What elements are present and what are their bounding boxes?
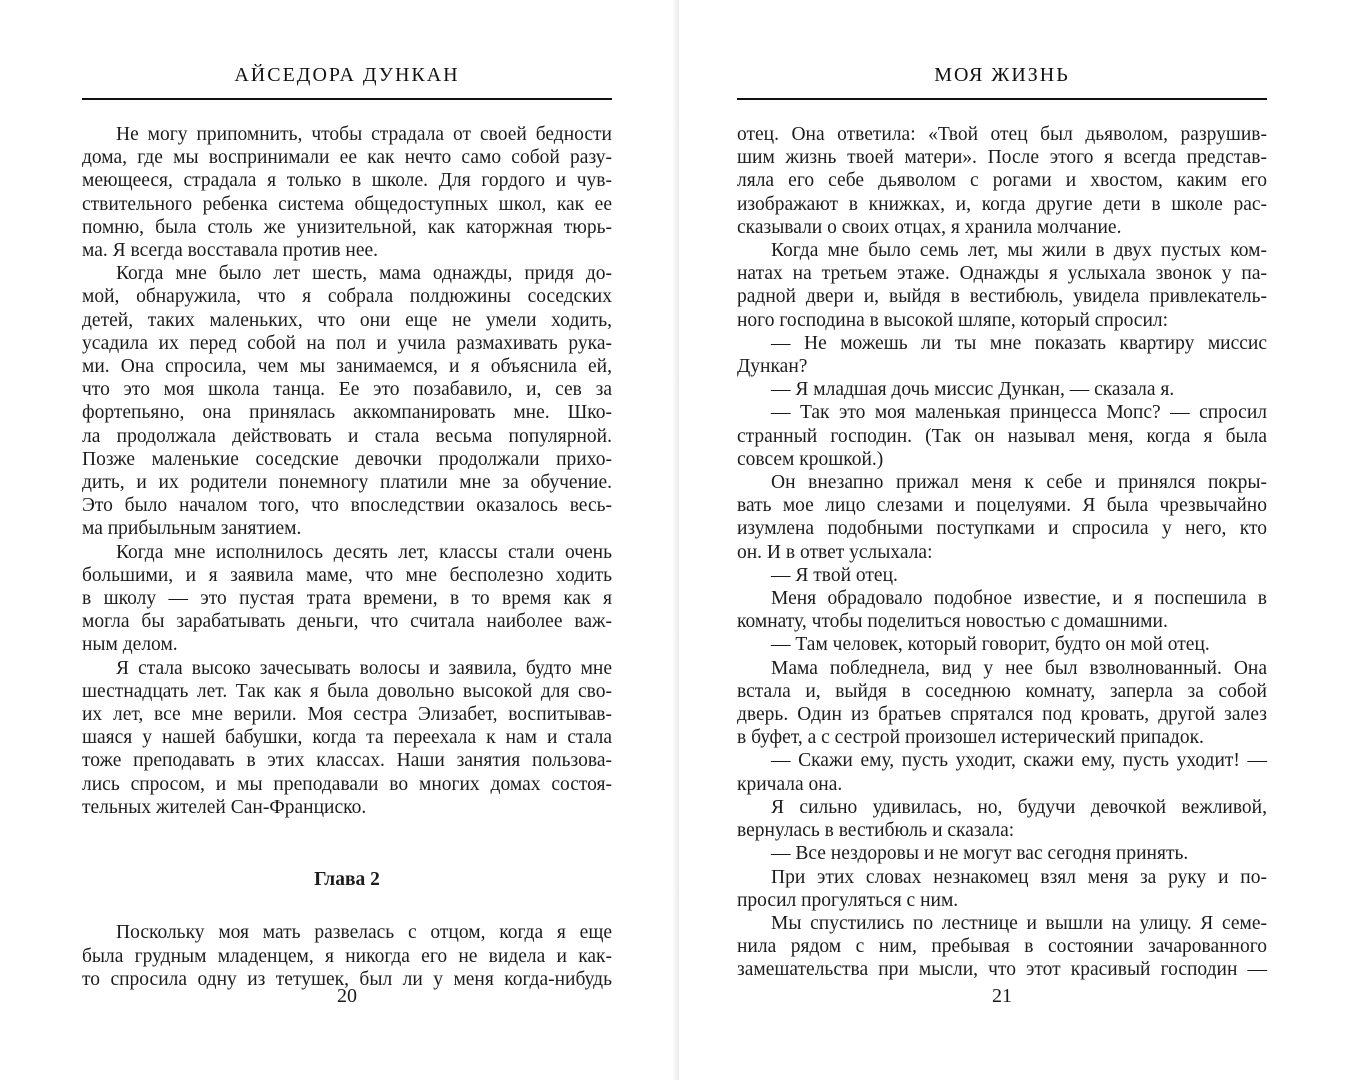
text-line: тоже преподавать в этих классах. Наши занятия пользова- — [82, 750, 612, 772]
text-line: кричала она. — [737, 773, 843, 795]
text-line: что это моя школа танца. Ее это позабавило, и, сев за — [82, 379, 612, 401]
text-line: просил прогуляться с ним. — [737, 889, 959, 911]
text-line: он. И в ответ услыхала: — [737, 541, 933, 563]
left-page — [0, 0, 679, 1080]
text-line: ным делом. — [82, 634, 178, 656]
text-line: мой, обнаружила, что я собрала полдюжины соседских — [82, 286, 612, 308]
page-number: 21 — [992, 985, 1012, 1007]
running-head-author: АЙСЕДОРА ДУНКАН — [234, 64, 460, 86]
body-text — [737, 123, 1267, 982]
text-line: дить, и их родители понемногу платили мне за обучение. — [82, 472, 612, 494]
text-line: Меня обрадовало подобное известие, и я поспешила в — [771, 588, 1267, 610]
paragraph-lines-after-heading — [82, 921, 612, 991]
text-line: Когда мне было лет шесть, мама однажды, придя до- — [116, 263, 612, 285]
text-line: детей, таких маленьких, что они еще не умели ходить, — [82, 309, 612, 331]
text-line: Он внезапно прижал меня к себе и принялся покры- — [771, 472, 1267, 494]
text-line: меющееся, страдала я только в школе. Для гордого и чув- — [82, 170, 612, 192]
text-line: — Скажи ему, пусть уходит, скажи ему, пусть уходит! — — [771, 750, 1267, 772]
body-text — [82, 123, 612, 991]
text-line: дверь. Один из братьев спрятался под кровать, другой залез — [737, 704, 1267, 726]
text-line: — Там человек, который говорит, будто он мой отец. — [771, 634, 1210, 656]
text-line: сказывали о своих отцах, я хранила молчание. — [737, 216, 1122, 238]
text-line: тельных жителей Сан-Франциско. — [82, 796, 367, 818]
header-rule — [82, 98, 612, 100]
text-line: их лет, все мне верили. Моя сестра Элизабет, воспитывав- — [82, 704, 612, 726]
text-line: лись спросом, и мы преподавали во многих домах состоя- — [82, 773, 612, 795]
text-line: нила рядом с ним, пребывая в состоянии зачарованного — [737, 936, 1267, 958]
text-line: Дункан? — [737, 356, 808, 378]
text-line: дома, где мы воспринимали ее как нечто само собой разу- — [82, 147, 612, 169]
text-line: — Не можешь ли ты мне показать квартиру миссис — [771, 332, 1267, 354]
text-line: изумлена подобными поступками и спросила у него, кто — [737, 518, 1267, 540]
text-line: вернулась в вестибюль и сказала: — [737, 820, 1015, 842]
text-line: шим жизнь твоей матери». После этого я всегда представ- — [737, 147, 1267, 169]
chapter-heading: Глава 2 — [314, 869, 380, 891]
right-page — [679, 0, 1359, 1080]
text-line: шестнадцать лет. Так как я была довольно высокой для сво- — [82, 680, 612, 702]
paragraph-lines — [82, 123, 612, 819]
text-line: усадила их перед собой на пол и учила размахивать рука- — [82, 332, 612, 354]
text-line: могла бы зарабатывать деньги, что считала наиболее важ- — [82, 611, 612, 633]
text-line: помню, была столь же унизительной, как каторжная тюрь- — [82, 216, 612, 238]
text-line: замешательства при мысли, что этот красивый господин — — [737, 959, 1267, 981]
page-number: 20 — [337, 985, 357, 1007]
header-rule — [737, 98, 1267, 100]
text-line: шаяся у нашей бабушки, когда та переехала к нам и стала — [82, 727, 612, 749]
text-line: изображают в книжках, и, когда другие дети в школе рас- — [737, 193, 1267, 215]
text-line: в школу — это пустая трата времени, в то время как я — [82, 588, 612, 610]
text-line: большими, и я заявила маме, что мне бесполезно ходить — [82, 564, 612, 586]
text-line: Мама побледнела, вид у нее был взволнованный. Она — [771, 657, 1267, 679]
text-line: Позже маленькие соседские девочки продолжали прихо- — [82, 448, 612, 470]
text-line: ного господина в высокой шляпе, который спросил: — [737, 309, 1169, 331]
text-line: встала и, выйдя в соседнюю комнату, заперла за собой — [737, 680, 1267, 702]
text-line: то спросила одну из тетушек, был ли у меня когда-нибудь — [82, 968, 612, 990]
running-head-title: МОЯ ЖИЗНЬ — [934, 64, 1070, 86]
text-line: При этих словах незнакомец взял меня за руку и по- — [771, 866, 1267, 888]
text-line: Не могу припомнить, чтобы страдала от своей бедности — [116, 124, 612, 145]
text-line: ствительного ребенка система общедоступных школ, как ее — [82, 193, 612, 215]
paragraph-lines — [737, 123, 1267, 982]
text-line: вать мое лицо слезами и поцелуями. Я была чрезвычайно — [737, 495, 1267, 517]
text-line: Поскольку моя мать развелась с отцом, когда я еще — [116, 922, 612, 944]
text-line: ми. Она спросила, чем мы занимаемся, и я объяснила ей, — [82, 356, 612, 378]
text-line: странный господин. (Так он называл меня, когда я была — [737, 425, 1267, 447]
text-line: ма прибыльным занятием. — [82, 518, 302, 540]
text-line: Я стала высоко зачесывать волосы и заявила, будто мне — [116, 657, 612, 679]
text-line: отец. Она ответила: «Твой отец был дьяволом, разрушив- — [737, 124, 1267, 145]
text-line: — Я твой отец. — [771, 564, 898, 586]
text-line: радной двери и, выйдя в вестибюль, увидела привлекатель- — [737, 286, 1267, 308]
text-line: ма. Я всегда восставала против нее. — [82, 240, 379, 262]
text-line: натах на третьем этаже. Однажды я услыхала звонок у па- — [737, 263, 1267, 285]
text-line: — Все нездоровы и не могут вас сегодня принять. — [771, 843, 1189, 865]
text-line: Когда мне исполнилось десять лет, классы стали очень — [116, 541, 612, 563]
text-line: Мы спустились по лестнице и вышли на улицу. Я семе- — [771, 912, 1267, 934]
text-line: совсем крошкой.) — [737, 448, 884, 470]
text-line: Я сильно удивилась, но, будучи девочкой вежливой, — [771, 796, 1267, 818]
text-line: Когда мне было семь лет, мы жили в двух пустых ком- — [771, 240, 1267, 262]
text-line: фортепьяно, она принялась аккомпанировать мне. Шко- — [82, 402, 612, 424]
text-line: комнату, чтобы поделиться новостью с домашними. — [737, 611, 1168, 633]
text-line: в буфет, а с сестрой произошел истерический припадок. — [737, 727, 1204, 749]
text-line: была грудным младенцем, я никогда его не видела и как- — [82, 945, 612, 967]
text-line: — Я младшая дочь миссис Дункан, — сказала я. — [771, 379, 1175, 401]
text-line: ляла его себе дьяволом с рогами и хвостом, каким его — [737, 170, 1267, 192]
text-line: ла продолжала действовать и стала весьма популярной. — [82, 425, 612, 447]
text-line: — Так это моя маленькая принцесса Мопс? — спросил — [771, 402, 1267, 424]
text-line: Это было началом того, что впоследствии оказалось весь- — [82, 495, 612, 517]
